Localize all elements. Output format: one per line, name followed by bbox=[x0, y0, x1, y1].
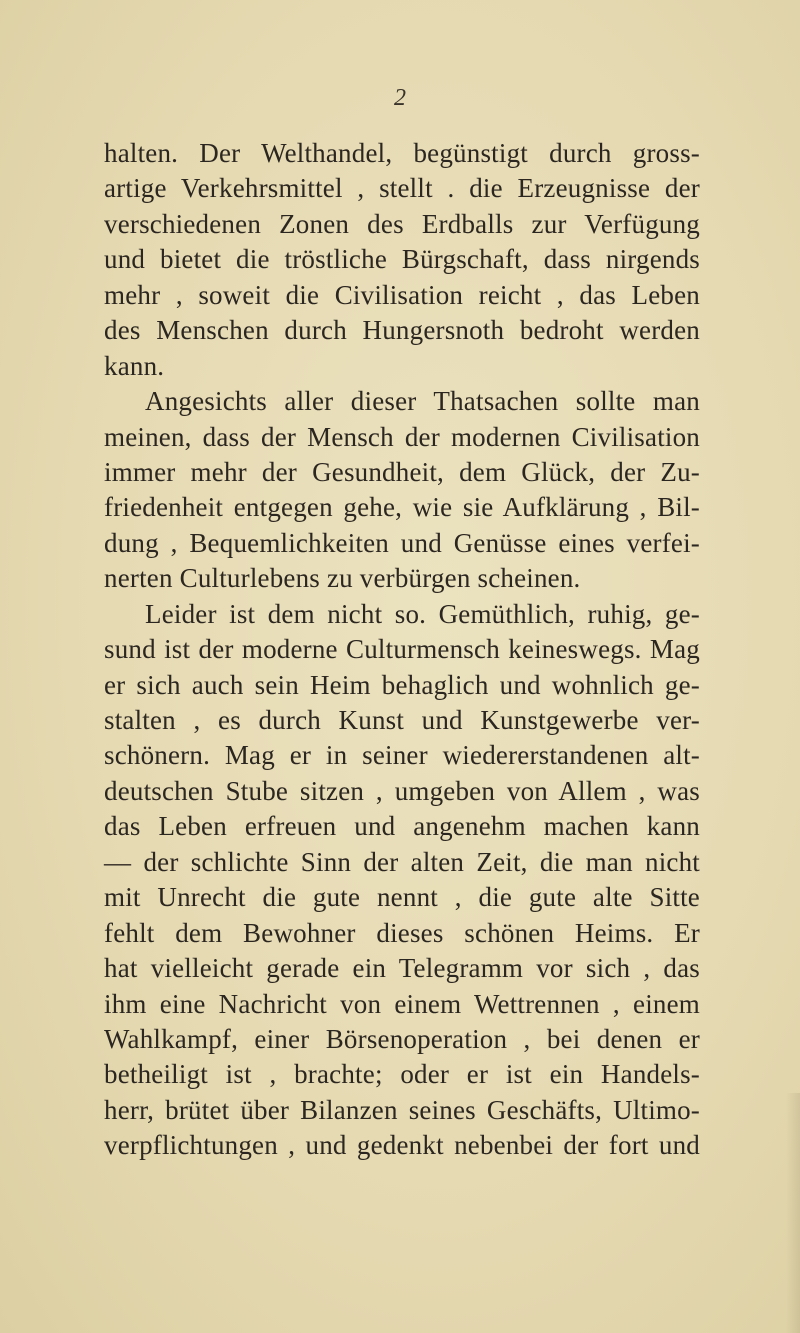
text-line: stalten , es durch Kunst und Kunstgewerbe ver- bbox=[104, 705, 700, 735]
text-line: verpflichtungen , und gedenkt nebenbei der fort und bbox=[104, 1130, 700, 1161]
text-line: deutschen Stube sitzen , umgeben von Allem , was bbox=[104, 775, 700, 806]
page-number: 2 bbox=[394, 85, 406, 111]
text-line: meinen, dass der Mensch der modernen Civilisation bbox=[104, 421, 700, 452]
text-line: des Menschen durch Hungersnoth bedroht werden bbox=[104, 315, 700, 346]
text-line: immer mehr der Gesundheit, dem Glück, der Zu- bbox=[104, 456, 700, 487]
text-line: dung , Bequemlichkeiten und Genüsse eines verfei- bbox=[104, 527, 700, 558]
text-line: ihm eine Nachricht von einem Wettrennen , einem bbox=[104, 988, 700, 1019]
text-line: kann. bbox=[104, 350, 165, 381]
text-line: das Leben erfreuen und angenehm machen kann bbox=[104, 811, 700, 842]
text-line: hat vielleicht gerade ein Telegramm vor sich , das bbox=[104, 953, 700, 984]
text-line: schönern. Mag er in seiner wiedererstandenen alt- bbox=[104, 740, 700, 771]
text-line: verschiedenen Zonen des Erdballs zur Verfügung bbox=[104, 208, 700, 239]
text-line: mehr , soweit die Civilisation reicht , das Leben bbox=[104, 279, 700, 310]
text-line: sund ist der moderne Culturmensch keineswegs. Mag bbox=[104, 634, 700, 665]
text-line: mit Unrecht die gute nennt , die gute alte Sitte bbox=[104, 882, 700, 913]
text-line: nerten Culturlebens zu verbürgen scheinen. bbox=[104, 563, 581, 594]
page-edge-shadow bbox=[786, 1093, 800, 1333]
text-line: Wahlkampf, einer Börsenoperation , bei denen er bbox=[104, 1023, 700, 1054]
text-line: er sich auch sein Heim behaglich und wohnlich ge- bbox=[104, 669, 700, 700]
text-line: artige Verkehrsmittel , stellt . die Erzeugnisse der bbox=[104, 173, 700, 204]
body-text bbox=[104, 136, 700, 1164]
text-line: — der schlichte Sinn der alten Zeit, die man nicht bbox=[104, 846, 700, 877]
text-line: und bietet die tröstliche Bürgschaft, dass nirgends bbox=[104, 244, 700, 275]
text-line: friedenheit entgegen gehe, wie sie Aufklärung , Bil- bbox=[104, 492, 700, 523]
text-line: fehlt dem Bewohner dieses schönen Heims. Er bbox=[104, 917, 700, 948]
text-line: Leider ist dem nicht so. Gemüthlich, ruhig, ge- bbox=[145, 598, 700, 629]
text-line: betheiligt ist , brachte; oder er ist ein Handels- bbox=[104, 1059, 700, 1090]
text-line: Angesichts aller dieser Thatsachen sollte man bbox=[145, 386, 700, 417]
text-line: herr, brütet über Bilanzen seines Geschäfts, Ultimo- bbox=[104, 1094, 700, 1125]
text-line: halten. Der Welthandel, begünstigt durch gross- bbox=[104, 138, 700, 168]
